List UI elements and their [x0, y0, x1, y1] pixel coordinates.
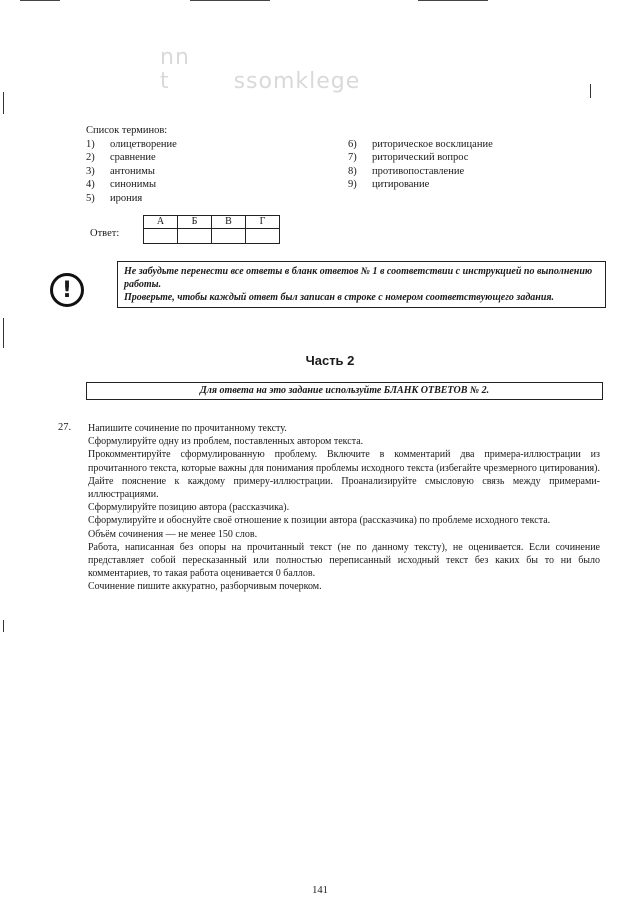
term-item	[86, 165, 348, 179]
reminder-note-line-2: Проверьте, чтобы каждый ответ был записан в строке с номером соответствующего задания.	[124, 292, 555, 303]
term-text: олицетворение	[110, 138, 177, 150]
exclamation-warning-icon: !	[50, 273, 84, 307]
scan-top-line	[418, 0, 488, 1]
term-item	[348, 138, 493, 152]
task-paragraph: Прокомментируйте сформулированную проблему. Включите в комментарий два примера-иллюстрации из прочитанного текста, которые важны для понимания проблемы исходного текста (избегайте чрезмерного цитирования). Дайте пояснение к каждому примеру-иллюстрации. Проанализируйте смысловую связь между примерами-иллюстрациями.	[88, 449, 600, 501]
term-text: риторический вопрос	[372, 152, 469, 163]
scan-edge-mark	[590, 84, 591, 98]
term-item	[348, 151, 493, 165]
scan-edge-mark	[3, 620, 4, 632]
term-item	[348, 165, 493, 179]
answer-cell-v[interactable]	[212, 229, 246, 244]
watermark	[160, 46, 360, 94]
answer-form-instruction: Для ответа на это задание используйте БЛАНК ОТВЕТОВ № 2.	[86, 382, 603, 400]
term-text: риторическое восклицание	[372, 138, 493, 150]
task-paragraph: Сформулируйте позицию автора (рассказчика).	[88, 502, 290, 514]
task-number: 27.	[58, 422, 72, 433]
term-number: 9)	[348, 179, 357, 190]
term-text: синонимы	[110, 179, 157, 190]
scan-edge-mark	[3, 318, 4, 348]
term-number: 7)	[348, 152, 357, 163]
term-number: 3)	[86, 165, 95, 177]
terms-section	[86, 124, 566, 205]
term-number: 1)	[86, 138, 95, 150]
task-paragraph: Напишите сочинение по прочитанному тексту.	[88, 423, 287, 434]
answer-table	[143, 215, 280, 244]
terms-left-column	[86, 138, 348, 206]
term-item	[348, 178, 493, 192]
answer-column-g: Г	[246, 216, 280, 229]
answer-column-v: В	[212, 216, 246, 229]
task-paragraph: Сочинение пишите аккуратно, разборчивым почерком.	[88, 581, 322, 593]
term-item	[86, 138, 348, 152]
task-paragraph: Объём сочинения — не менее 150 слов.	[88, 528, 258, 540]
answer-cell-b[interactable]	[178, 229, 212, 244]
term-number: 4)	[86, 179, 95, 190]
task-paragraph: Работа, написанная без опоры на прочитанный текст (не по данному тексту), не оценивается. Если сочинение представляет собой пересказанный или полностью переписанный исходный текст без каких бы то ни было комментариев, то такая работа оценивается 0 баллов.	[88, 541, 600, 580]
task-paragraph: Сформулируйте и обоснуйте своё отношение к позиции автора (рассказчика) по проблеме исходного текста.	[88, 515, 551, 527]
watermark-line-2: t ssomklege	[160, 69, 361, 94]
answer-label: Ответ:	[90, 228, 120, 239]
part-title: Часть 2	[305, 353, 355, 368]
term-text: сравнение	[110, 152, 156, 163]
scan-top-line	[190, 0, 270, 1]
scan-top-line	[20, 0, 60, 1]
term-number: 8)	[348, 165, 357, 177]
reminder-note	[117, 261, 606, 308]
page-number: 141	[312, 885, 328, 896]
term-text: цитирование	[372, 179, 430, 190]
terms-right-column	[348, 138, 493, 206]
term-text: противопоставление	[372, 165, 465, 177]
answer-cell-g[interactable]	[246, 229, 280, 244]
answer-cell-a[interactable]	[144, 229, 178, 244]
answer-column-a: А	[144, 216, 178, 229]
task-paragraph: Сформулируйте одну из проблем, поставленных автором текста.	[88, 436, 364, 448]
term-number: 2)	[86, 152, 95, 163]
term-text: ирония	[110, 192, 143, 204]
term-text: антонимы	[110, 165, 155, 177]
scan-edge-mark	[3, 92, 4, 114]
term-number: 6)	[348, 138, 357, 150]
term-item	[86, 178, 348, 192]
task-27-text	[88, 422, 600, 594]
reminder-note-line-1: Не забудьте перенести все ответы в бланк ответов № 1 в соответствии с инструкцией по выполнению работы.	[124, 266, 593, 290]
answer-column-b: Б	[178, 216, 212, 229]
term-item	[86, 192, 348, 206]
term-number: 5)	[86, 192, 95, 204]
terms-heading: Список терминов:	[86, 125, 168, 136]
watermark-line-1: nn	[160, 45, 190, 70]
term-item	[86, 151, 348, 165]
